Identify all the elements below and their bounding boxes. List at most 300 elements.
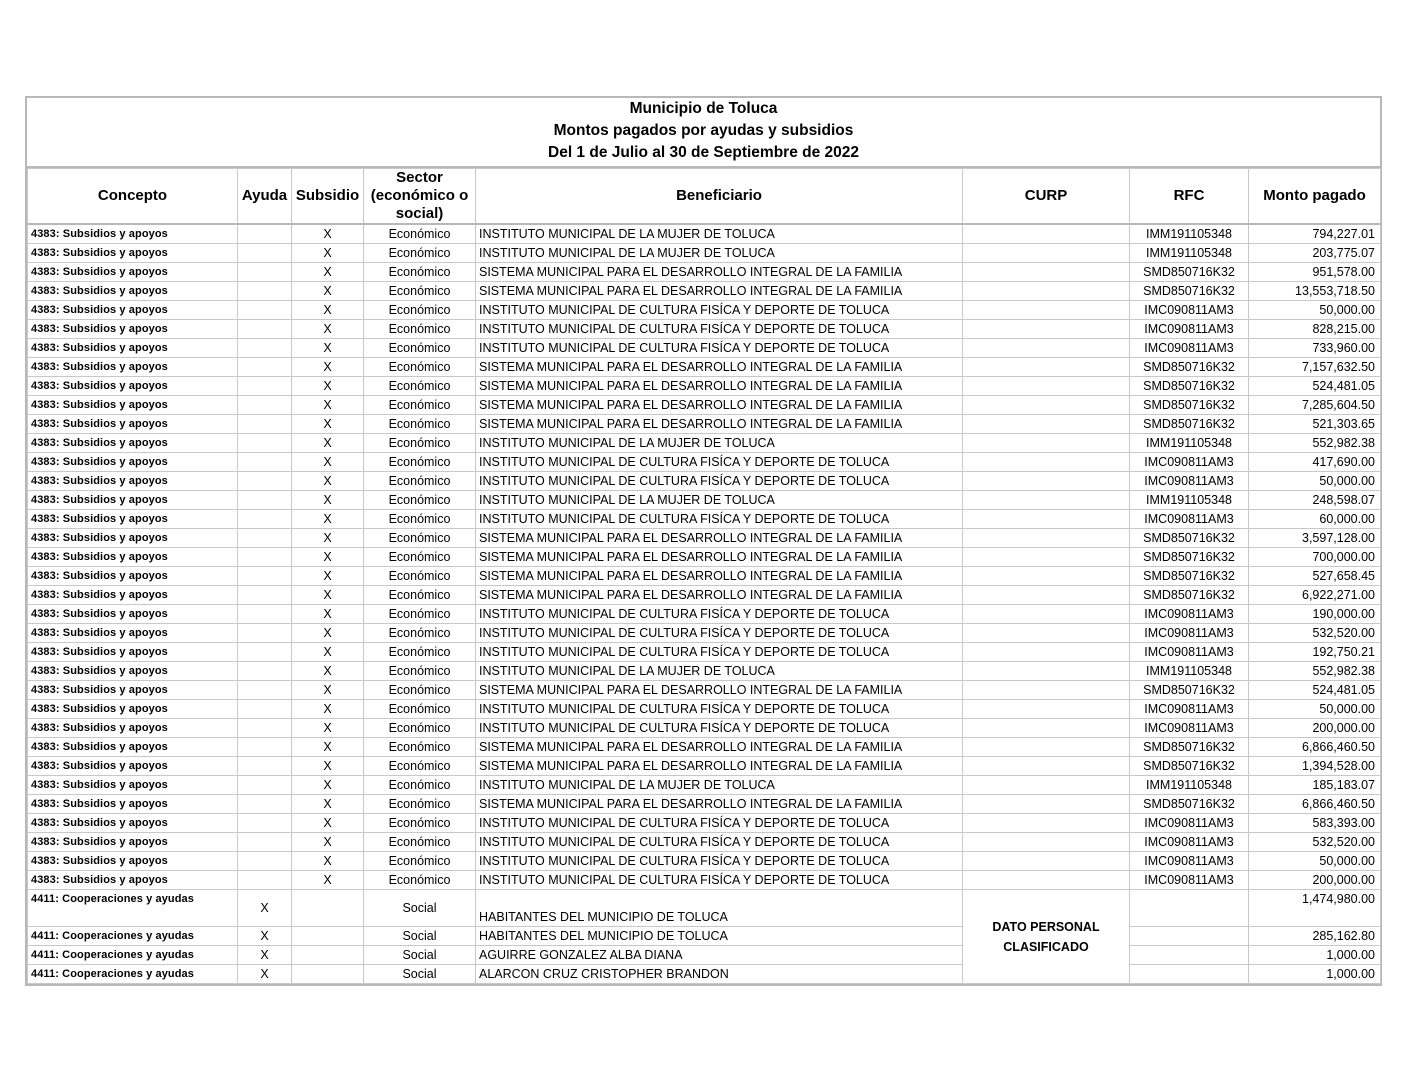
cell-sector: Económico	[364, 453, 476, 472]
cell-beneficiario: INSTITUTO MUNICIPAL DE CULTURA FISÍCA Y DEPORTE DE TOLUCA	[476, 643, 963, 662]
cell-subsidio: X	[292, 738, 364, 757]
cell-monto: 285,162.80	[1249, 927, 1381, 946]
cell-sector: Económico	[364, 795, 476, 814]
cell-beneficiario: SISTEMA MUNICIPAL PARA EL DESARROLLO INTEGRAL DE LA FAMILIA	[476, 263, 963, 282]
cell-beneficiario: INSTITUTO MUNICIPAL DE CULTURA FISÍCA Y DEPORTE DE TOLUCA	[476, 605, 963, 624]
cell-sector: Económico	[364, 643, 476, 662]
cell-ayuda: X	[238, 890, 292, 927]
cell-ayuda	[238, 852, 292, 871]
cell-concepto: 4383: Subsidios y apoyos	[28, 244, 238, 263]
report-period: Del 1 de Julio al 30 de Septiembre de 2022	[548, 144, 859, 161]
cell-ayuda: X	[238, 927, 292, 946]
cell-rfc	[1130, 890, 1249, 927]
cell-sector: Económico	[364, 472, 476, 491]
col-header-monto: Monto pagado	[1249, 169, 1381, 225]
cell-curp	[963, 491, 1130, 510]
cell-curp	[963, 833, 1130, 852]
cell-ayuda	[238, 244, 292, 263]
cell-rfc: SMD850716K32	[1130, 681, 1249, 700]
cell-subsidio: X	[292, 282, 364, 301]
cell-beneficiario: SISTEMA MUNICIPAL PARA EL DESARROLLO INTEGRAL DE LA FAMILIA	[476, 282, 963, 301]
cell-curp	[963, 529, 1130, 548]
table-row	[28, 263, 1381, 282]
cell-curp	[963, 795, 1130, 814]
cell-sector: Económico	[364, 567, 476, 586]
cell-concepto: 4383: Subsidios y apoyos	[28, 738, 238, 757]
cell-curp	[963, 871, 1130, 890]
cell-concepto: 4383: Subsidios y apoyos	[28, 643, 238, 662]
cell-rfc: IMC090811AM3	[1130, 719, 1249, 738]
table-row	[28, 946, 1381, 965]
cell-concepto: 4411: Cooperaciones y ayudas	[28, 927, 238, 946]
table-row	[28, 301, 1381, 320]
cell-monto: 828,215.00	[1249, 320, 1381, 339]
cell-subsidio: X	[292, 377, 364, 396]
cell-ayuda	[238, 586, 292, 605]
cell-subsidio: X	[292, 795, 364, 814]
cell-sector: Económico	[364, 529, 476, 548]
cell-concepto: 4383: Subsidios y apoyos	[28, 567, 238, 586]
table-row	[28, 529, 1381, 548]
cell-subsidio: X	[292, 396, 364, 415]
cell-subsidio: X	[292, 567, 364, 586]
cell-subsidio	[292, 890, 364, 927]
table-row	[28, 738, 1381, 757]
cell-ayuda	[238, 339, 292, 358]
cell-concepto: 4383: Subsidios y apoyos	[28, 510, 238, 529]
cell-beneficiario: AGUIRRE GONZALEZ ALBA DIANA	[476, 946, 963, 965]
cell-rfc: IMC090811AM3	[1130, 510, 1249, 529]
cell-beneficiario: INSTITUTO MUNICIPAL DE LA MUJER DE TOLUCA	[476, 434, 963, 453]
cell-monto: 700,000.00	[1249, 548, 1381, 567]
cell-subsidio: X	[292, 510, 364, 529]
cell-rfc: IMC090811AM3	[1130, 852, 1249, 871]
cell-beneficiario: HABITANTES DEL MUNICIPIO DE TOLUCA	[476, 890, 963, 927]
cell-subsidio	[292, 927, 364, 946]
cell-concepto: 4383: Subsidios y apoyos	[28, 358, 238, 377]
cell-beneficiario: SISTEMA MUNICIPAL PARA EL DESARROLLO INTEGRAL DE LA FAMILIA	[476, 529, 963, 548]
cell-monto: 417,690.00	[1249, 453, 1381, 472]
cell-subsidio: X	[292, 472, 364, 491]
cell-sector: Económico	[364, 605, 476, 624]
cell-concepto: 4383: Subsidios y apoyos	[28, 681, 238, 700]
cell-concepto: 4383: Subsidios y apoyos	[28, 833, 238, 852]
cell-ayuda	[238, 700, 292, 719]
table-row	[28, 586, 1381, 605]
table-row	[28, 548, 1381, 567]
cell-rfc: IMC090811AM3	[1130, 814, 1249, 833]
cell-ayuda	[238, 434, 292, 453]
cell-ayuda	[238, 681, 292, 700]
table-row	[28, 662, 1381, 681]
cell-curp	[963, 643, 1130, 662]
col-header-beneficiario: Beneficiario	[476, 169, 963, 225]
col-header-ayuda: Ayuda	[238, 169, 292, 225]
cell-rfc: SMD850716K32	[1130, 548, 1249, 567]
cell-concepto: 4383: Subsidios y apoyos	[28, 301, 238, 320]
cell-monto: 6,866,460.50	[1249, 795, 1381, 814]
cell-beneficiario: SISTEMA MUNICIPAL PARA EL DESARROLLO INTEGRAL DE LA FAMILIA	[476, 396, 963, 415]
cell-ayuda	[238, 871, 292, 890]
cell-concepto: 4383: Subsidios y apoyos	[28, 529, 238, 548]
cell-curp	[963, 738, 1130, 757]
report-title-block	[27, 98, 1380, 168]
cell-subsidio: X	[292, 320, 364, 339]
cell-rfc: SMD850716K32	[1130, 377, 1249, 396]
cell-ayuda	[238, 282, 292, 301]
cell-subsidio	[292, 965, 364, 984]
cell-concepto: 4383: Subsidios y apoyos	[28, 586, 238, 605]
cell-monto: 552,982.38	[1249, 434, 1381, 453]
cell-rfc	[1130, 927, 1249, 946]
cell-concepto: 4411: Cooperaciones y ayudas	[28, 946, 238, 965]
cell-sector: Económico	[364, 224, 476, 244]
table-row	[28, 358, 1381, 377]
cell-ayuda	[238, 491, 292, 510]
cell-monto: 50,000.00	[1249, 472, 1381, 491]
table-row	[28, 567, 1381, 586]
cell-ayuda	[238, 453, 292, 472]
cell-rfc: IMC090811AM3	[1130, 472, 1249, 491]
table-row	[28, 224, 1381, 244]
cell-subsidio: X	[292, 833, 364, 852]
cell-concepto: 4383: Subsidios y apoyos	[28, 795, 238, 814]
cell-monto: 532,520.00	[1249, 624, 1381, 643]
cell-curp	[963, 852, 1130, 871]
cell-subsidio: X	[292, 491, 364, 510]
cell-rfc	[1130, 946, 1249, 965]
cell-monto: 1,000.00	[1249, 965, 1381, 984]
cell-beneficiario: INSTITUTO MUNICIPAL DE CULTURA FISÍCA Y DEPORTE DE TOLUCA	[476, 624, 963, 643]
cell-monto: 248,598.07	[1249, 491, 1381, 510]
cell-sector: Económico	[364, 244, 476, 263]
col-header-rfc: RFC	[1130, 169, 1249, 225]
cell-beneficiario: INSTITUTO MUNICIPAL DE CULTURA FISÍCA Y DEPORTE DE TOLUCA	[476, 453, 963, 472]
cell-monto: 203,775.07	[1249, 244, 1381, 263]
cell-sector: Económico	[364, 757, 476, 776]
cell-beneficiario: INSTITUTO MUNICIPAL DE CULTURA FISÍCA Y DEPORTE DE TOLUCA	[476, 510, 963, 529]
cell-curp	[963, 244, 1130, 263]
cell-subsidio: X	[292, 814, 364, 833]
table-row	[28, 871, 1381, 890]
cell-rfc: IMC090811AM3	[1130, 453, 1249, 472]
cell-subsidio: X	[292, 434, 364, 453]
cell-rfc: SMD850716K32	[1130, 795, 1249, 814]
cell-beneficiario: INSTITUTO MUNICIPAL DE LA MUJER DE TOLUCA	[476, 491, 963, 510]
cell-beneficiario: SISTEMA MUNICIPAL PARA EL DESARROLLO INTEGRAL DE LA FAMILIA	[476, 681, 963, 700]
report-sheet	[25, 96, 1382, 986]
table-row	[28, 814, 1381, 833]
cell-subsidio: X	[292, 224, 364, 244]
cell-subsidio: X	[292, 776, 364, 795]
cell-beneficiario: SISTEMA MUNICIPAL PARA EL DESARROLLO INTEGRAL DE LA FAMILIA	[476, 757, 963, 776]
cell-curp	[963, 681, 1130, 700]
cell-ayuda	[238, 605, 292, 624]
cell-monto: 1,474,980.00	[1249, 890, 1381, 927]
cell-rfc: IMC090811AM3	[1130, 624, 1249, 643]
cell-rfc: SMD850716K32	[1130, 282, 1249, 301]
cell-curp	[963, 776, 1130, 795]
cell-monto: 6,866,460.50	[1249, 738, 1381, 757]
cell-rfc: SMD850716K32	[1130, 415, 1249, 434]
cell-monto: 733,960.00	[1249, 339, 1381, 358]
table-row	[28, 719, 1381, 738]
table-row	[28, 965, 1381, 984]
col-header-sector: Sector (económico o social)	[364, 169, 476, 225]
cell-ayuda	[238, 510, 292, 529]
cell-ayuda	[238, 643, 292, 662]
cell-rfc: IMC090811AM3	[1130, 871, 1249, 890]
cell-concepto: 4383: Subsidios y apoyos	[28, 871, 238, 890]
cell-curp	[963, 301, 1130, 320]
cell-monto: 7,157,632.50	[1249, 358, 1381, 377]
table-row	[28, 643, 1381, 662]
cell-rfc: IMC090811AM3	[1130, 643, 1249, 662]
cell-curp	[963, 567, 1130, 586]
cell-concepto: 4411: Cooperaciones y ayudas	[28, 890, 238, 927]
cell-sector: Social	[364, 965, 476, 984]
cell-sector: Económico	[364, 491, 476, 510]
cell-rfc: IMC090811AM3	[1130, 320, 1249, 339]
cell-rfc	[1130, 965, 1249, 984]
cell-sector: Económico	[364, 548, 476, 567]
cell-sector: Económico	[364, 282, 476, 301]
cell-monto: 200,000.00	[1249, 719, 1381, 738]
cell-curp	[963, 605, 1130, 624]
cell-concepto: 4411: Cooperaciones y ayudas	[28, 965, 238, 984]
cell-concepto: 4383: Subsidios y apoyos	[28, 605, 238, 624]
cell-monto: 190,000.00	[1249, 605, 1381, 624]
cell-sector: Económico	[364, 415, 476, 434]
cell-curp	[963, 453, 1130, 472]
table-row	[28, 377, 1381, 396]
cell-curp	[963, 224, 1130, 244]
cell-monto: 50,000.00	[1249, 852, 1381, 871]
cell-subsidio: X	[292, 529, 364, 548]
cell-rfc: SMD850716K32	[1130, 529, 1249, 548]
municipality-title: Municipio de Toluca	[629, 100, 778, 117]
cell-curp	[963, 757, 1130, 776]
cell-ayuda	[238, 415, 292, 434]
cell-beneficiario: INSTITUTO MUNICIPAL DE CULTURA FISÍCA Y DEPORTE DE TOLUCA	[476, 852, 963, 871]
cell-curp	[963, 472, 1130, 491]
cell-monto: 192,750.21	[1249, 643, 1381, 662]
table-row	[28, 605, 1381, 624]
cell-beneficiario: ALARCON CRUZ CRISTOPHER BRANDON	[476, 965, 963, 984]
cell-beneficiario: HABITANTES DEL MUNICIPIO DE TOLUCA	[476, 927, 963, 946]
cell-subsidio: X	[292, 643, 364, 662]
cell-concepto: 4383: Subsidios y apoyos	[28, 472, 238, 491]
cell-curp	[963, 662, 1130, 681]
cell-rfc: SMD850716K32	[1130, 567, 1249, 586]
cell-monto: 3,597,128.00	[1249, 529, 1381, 548]
table-row	[28, 890, 1381, 927]
cell-ayuda	[238, 757, 292, 776]
cell-subsidio: X	[292, 548, 364, 567]
cell-rfc: IMM191105348	[1130, 434, 1249, 453]
cell-beneficiario: INSTITUTO MUNICIPAL DE CULTURA FISÍCA Y DEPORTE DE TOLUCA	[476, 700, 963, 719]
cell-sector: Económico	[364, 320, 476, 339]
cell-concepto: 4383: Subsidios y apoyos	[28, 396, 238, 415]
cell-monto: 200,000.00	[1249, 871, 1381, 890]
cell-rfc: IMC090811AM3	[1130, 700, 1249, 719]
cell-rfc: IMC090811AM3	[1130, 301, 1249, 320]
cell-monto: 13,553,718.50	[1249, 282, 1381, 301]
cell-ayuda	[238, 377, 292, 396]
cell-subsidio: X	[292, 586, 364, 605]
cell-monto: 552,982.38	[1249, 662, 1381, 681]
cell-subsidio: X	[292, 339, 364, 358]
cell-subsidio: X	[292, 358, 364, 377]
cell-concepto: 4383: Subsidios y apoyos	[28, 224, 238, 244]
cell-ayuda	[238, 814, 292, 833]
cell-rfc: IMC090811AM3	[1130, 605, 1249, 624]
table-row	[28, 776, 1381, 795]
cell-beneficiario: INSTITUTO MUNICIPAL DE CULTURA FISÍCA Y DEPORTE DE TOLUCA	[476, 339, 963, 358]
cell-sector: Económico	[364, 301, 476, 320]
cell-sector: Económico	[364, 263, 476, 282]
cell-concepto: 4383: Subsidios y apoyos	[28, 662, 238, 681]
cell-subsidio: X	[292, 244, 364, 263]
cell-rfc: IMM191105348	[1130, 776, 1249, 795]
cell-rfc: SMD850716K32	[1130, 263, 1249, 282]
cell-concepto: 4383: Subsidios y apoyos	[28, 320, 238, 339]
cell-ayuda	[238, 358, 292, 377]
cell-rfc: SMD850716K32	[1130, 396, 1249, 415]
payments-table	[27, 168, 1381, 984]
cell-beneficiario: INSTITUTO MUNICIPAL DE CULTURA FISÍCA Y DEPORTE DE TOLUCA	[476, 719, 963, 738]
cell-concepto: 4383: Subsidios y apoyos	[28, 491, 238, 510]
cell-beneficiario: INSTITUTO MUNICIPAL DE LA MUJER DE TOLUCA	[476, 776, 963, 795]
cell-monto: 521,303.65	[1249, 415, 1381, 434]
cell-rfc: IMM191105348	[1130, 244, 1249, 263]
table-row	[28, 396, 1381, 415]
cell-ayuda	[238, 833, 292, 852]
report-subtitle: Montos pagados por ayudas y subsidios	[553, 122, 854, 139]
cell-beneficiario: INSTITUTO MUNICIPAL DE CULTURA FISÍCA Y DEPORTE DE TOLUCA	[476, 320, 963, 339]
cell-sector: Económico	[364, 719, 476, 738]
cell-concepto: 4383: Subsidios y apoyos	[28, 776, 238, 795]
cell-beneficiario: INSTITUTO MUNICIPAL DE CULTURA FISÍCA Y DEPORTE DE TOLUCA	[476, 871, 963, 890]
cell-curp	[963, 339, 1130, 358]
cell-beneficiario: SISTEMA MUNICIPAL PARA EL DESARROLLO INTEGRAL DE LA FAMILIA	[476, 377, 963, 396]
table-row	[28, 434, 1381, 453]
cell-rfc: IMM191105348	[1130, 491, 1249, 510]
cell-monto: 185,183.07	[1249, 776, 1381, 795]
cell-monto: 1,394,528.00	[1249, 757, 1381, 776]
cell-sector: Económico	[364, 852, 476, 871]
cell-monto: 6,922,271.00	[1249, 586, 1381, 605]
cell-concepto: 4383: Subsidios y apoyos	[28, 453, 238, 472]
cell-concepto: 4383: Subsidios y apoyos	[28, 282, 238, 301]
cell-monto: 60,000.00	[1249, 510, 1381, 529]
table-row	[28, 320, 1381, 339]
cell-monto: 527,658.45	[1249, 567, 1381, 586]
cell-sector: Social	[364, 946, 476, 965]
cell-subsidio: X	[292, 871, 364, 890]
cell-ayuda	[238, 567, 292, 586]
table-row	[28, 472, 1381, 491]
cell-sector: Económico	[364, 377, 476, 396]
col-header-curp: CURP	[963, 169, 1130, 225]
cell-concepto: 4383: Subsidios y apoyos	[28, 624, 238, 643]
cell-sector: Económico	[364, 833, 476, 852]
cell-monto: 50,000.00	[1249, 700, 1381, 719]
cell-ayuda	[238, 224, 292, 244]
cell-subsidio: X	[292, 719, 364, 738]
cell-curp	[963, 719, 1130, 738]
cell-concepto: 4383: Subsidios y apoyos	[28, 757, 238, 776]
table-row	[28, 757, 1381, 776]
cell-rfc: SMD850716K32	[1130, 358, 1249, 377]
table-row	[28, 795, 1381, 814]
table-row	[28, 700, 1381, 719]
cell-subsidio: X	[292, 453, 364, 472]
table-row	[28, 282, 1381, 301]
cell-curp	[963, 624, 1130, 643]
cell-beneficiario: SISTEMA MUNICIPAL PARA EL DESARROLLO INTEGRAL DE LA FAMILIA	[476, 738, 963, 757]
cell-sector: Social	[364, 890, 476, 927]
cell-subsidio: X	[292, 301, 364, 320]
cell-concepto: 4383: Subsidios y apoyos	[28, 377, 238, 396]
cell-curp	[963, 358, 1130, 377]
cell-subsidio: X	[292, 852, 364, 871]
cell-ayuda	[238, 719, 292, 738]
cell-monto: 583,393.00	[1249, 814, 1381, 833]
cell-sector: Económico	[364, 339, 476, 358]
table-row	[28, 681, 1381, 700]
cell-rfc: SMD850716K32	[1130, 586, 1249, 605]
cell-ayuda	[238, 776, 292, 795]
cell-curp	[963, 700, 1130, 719]
cell-concepto: 4383: Subsidios y apoyos	[28, 415, 238, 434]
table-row	[28, 833, 1381, 852]
cell-beneficiario: INSTITUTO MUNICIPAL DE LA MUJER DE TOLUCA	[476, 662, 963, 681]
cell-curp	[963, 396, 1130, 415]
cell-monto: 1,000.00	[1249, 946, 1381, 965]
cell-beneficiario: SISTEMA MUNICIPAL PARA EL DESARROLLO INTEGRAL DE LA FAMILIA	[476, 548, 963, 567]
cell-concepto: 4383: Subsidios y apoyos	[28, 434, 238, 453]
cell-curp	[963, 548, 1130, 567]
cell-rfc: IMM191105348	[1130, 662, 1249, 681]
table-row	[28, 453, 1381, 472]
cell-curp	[963, 320, 1130, 339]
table-row	[28, 852, 1381, 871]
cell-subsidio: X	[292, 700, 364, 719]
table-body	[28, 224, 1381, 984]
cell-subsidio: X	[292, 624, 364, 643]
cell-rfc: SMD850716K32	[1130, 757, 1249, 776]
cell-concepto: 4383: Subsidios y apoyos	[28, 548, 238, 567]
cell-rfc: IMC090811AM3	[1130, 339, 1249, 358]
cell-rfc: SMD850716K32	[1130, 738, 1249, 757]
table-row	[28, 415, 1381, 434]
cell-sector: Económico	[364, 738, 476, 757]
cell-monto: 532,520.00	[1249, 833, 1381, 852]
col-header-concepto: Concepto	[28, 169, 238, 225]
cell-monto: 524,481.05	[1249, 681, 1381, 700]
cell-ayuda	[238, 472, 292, 491]
cell-curp	[963, 282, 1130, 301]
cell-ayuda	[238, 738, 292, 757]
cell-subsidio: X	[292, 415, 364, 434]
cell-beneficiario: SISTEMA MUNICIPAL PARA EL DESARROLLO INTEGRAL DE LA FAMILIA	[476, 586, 963, 605]
cell-ayuda: X	[238, 946, 292, 965]
cell-curp	[963, 586, 1130, 605]
cell-sector: Económico	[364, 624, 476, 643]
cell-sector: Económico	[364, 776, 476, 795]
cell-sector: Económico	[364, 662, 476, 681]
